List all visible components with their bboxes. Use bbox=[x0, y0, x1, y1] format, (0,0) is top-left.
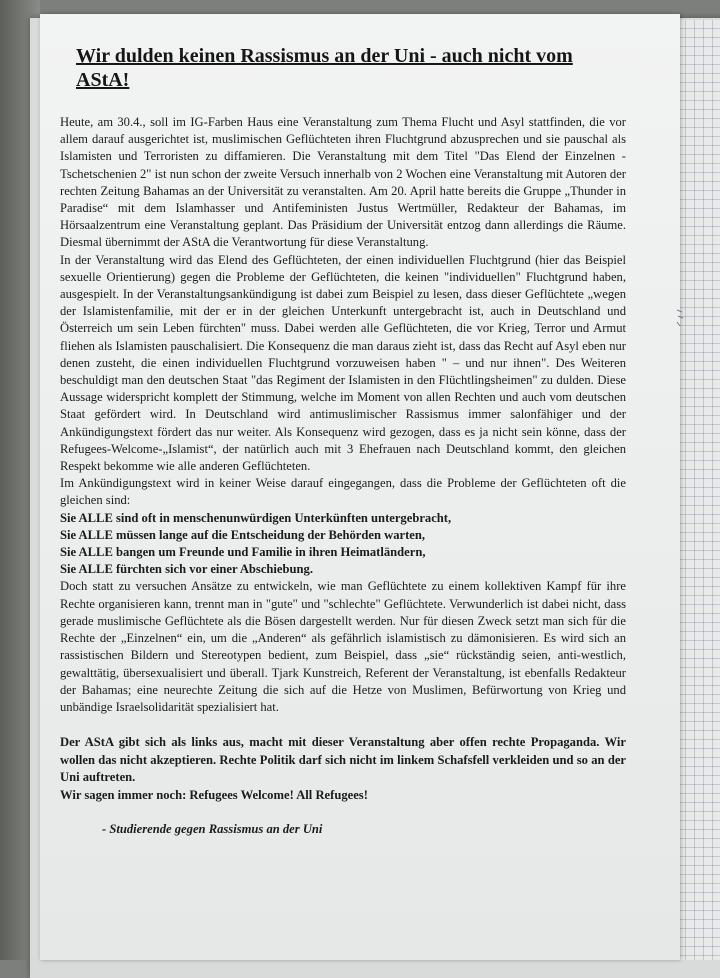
paragraph-announcement: Im Ankündigungstext wird in keiner Weise darauf eingegangen, dass die Probleme der Geflüchteten oft die gleichen sind: bbox=[60, 476, 626, 508]
paragraph-intro: Heute, am 30.4., soll im IG-Farben Haus eine Veranstaltung zum Thema Flucht und Asyl stattfinden, die vor allem darauf ausgerichtet ist, muslimischen Geflüchteten ihren Fluchtgrund abzusprechen und sie pauschal als Islamisten und Terroristen zu diffamieren. Die Veranstaltung mit dem Titel "Das Elend der Einzelnen - Tschetschenien 2" ist nun schon der zweite Versuch innerhalb von 2 Wochen eine Veranstaltung mit Autoren der rechten Zeitung Bahamas an der Universität zu veranstalten. Am 20. April hatte bereits die Gruppe „Thunder in Paradise“ mit dem Islamhasser und Antifeministen Justus Wertmüller, Redakteur der Bahamas, im Hörsaalzentrum eine Veranstaltung geplant. Das Präsidium der Universität entzog dann allerdings die Räume. Diesmal übernimmt der AStA die Verantwortung für diese Veranstaltung. bbox=[60, 115, 626, 250]
paragraph-after: Doch statt zu versuchen Ansätze zu entwickeln, wie man Geflüchtete zu einem kollektiven Kampf für ihre Rechte organisieren kann, trennt man in "gute" und "schlechte" Geflüchtete. Verwunderlich ist dabei nicht, dass gerade muslimische Geflüchtete als die Bösen dargestellt werden. Nur für diesen Zweck setzt man sich für die Rechte der „Einzelnen“ ein, um die „Anderen“ als gefährlich islamistisch zu dämonisieren. Es wird sich an rassistischen Bildern und Stereotypen bedient, zum Beispiel, dass „sie“ rückständig seien, anti-westlich, gewalttätig, übersexualisiert und überall. Tjark Kunstreich, Referent der Veranstaltung, ist ebenfalls Redakteur der Bahamas; eine neurechte Zeitung die sich auf die Hetze von Muslimen, Befürwortung von Krieg und unbändige Israelsolidarität spezialisiert hat. bbox=[60, 579, 626, 714]
bold-line-4: Sie ALLE fürchten sich vor einer Abschiebung. bbox=[60, 562, 313, 577]
bold-line-1: Sie ALLE sind oft in menschenunwürdigen Unterkünften untergebracht, bbox=[60, 510, 452, 525]
closing-slogan: Wir sagen immer noch: Refugees Welcome! All Refugees! bbox=[60, 787, 368, 802]
flyer-content bbox=[60, 44, 626, 837]
paragraph-event-critique: In der Veranstaltung wird das Elend des Geflüchteten, der einen individuellen Fluchtgrund (hier das Beispiel sexuelle Orientierung) gegen die Probleme der Geflüchteten, die keinen "individuellen" Fluchtgrund haben, ausgespielt. In der Veranstaltungsankündigung ist dabei zum Beispiel zu lesen, dass dieser Geflüchtete „wegen der Islamistenfamilie, mit der er in der gleichen Unterkunft untergebracht ist, auch in Deutschland und Österreich um sein Leben fürchten" muss. Dabei werden alle Geflüchteten, die vor Krieg, Terror und Armut fliehen als Islamisten pauschalisiert. Die Konsequenz die man daraus zieht ist, dass das Recht auf Asyl eben nur denen zusteht, die einen individuellen Fluchtgrund vorzuweisen haben " – und nur ihnen". Des Weiteren beschuldigt man den deutschen Staat "das Regiment der Islamisten in den Flüchtlingsheimen" zu dulden. Diese Aussage widerspricht komplett der Stimmung, welche im Moment von allen Rechten und auch vom deutschen Staat gefördert wird. In Deutschland wird antimuslimischer Rassismus immer salonfähiger und der Ankündigungstext fördert das nur weiter. Als Konsequenz wird gezogen, dass es ja nicht sein könne, dass der Refugees-Welcome-„Islamist“, der natürlich auch mit 3 Ehefrauen nach Deutschland kommt, den gleichen Respekt bekomme wie alle anderen Geflüchteten. bbox=[60, 252, 626, 474]
flyer-body bbox=[60, 114, 626, 716]
flyer-title: Wir dulden keinen Rassismus an der Uni - auch nicht vom AStA! bbox=[76, 45, 573, 91]
closing-statement bbox=[60, 734, 626, 804]
bold-line-3: Sie ALLE bangen um Freunde und Familie in ihren Heimatländern, bbox=[60, 545, 426, 560]
bold-line-2: Sie ALLE müssen lange auf die Entscheidung der Behörden warten, bbox=[60, 527, 426, 542]
pen-scribble-mark bbox=[674, 306, 688, 330]
grid-notebook-edge bbox=[676, 20, 720, 960]
signature: - Studierende gegen Rassismus an der Uni bbox=[102, 822, 323, 837]
closing-paragraph: Der AStA gibt sich als links aus, macht mit dieser Veranstaltung aber offen rechte Propaganda. Wir wollen das nicht akzeptieren. Rechte Politik darf sich nicht im linkem Schafsfell verkleiden und so an der Uni auftreten. bbox=[60, 735, 626, 785]
